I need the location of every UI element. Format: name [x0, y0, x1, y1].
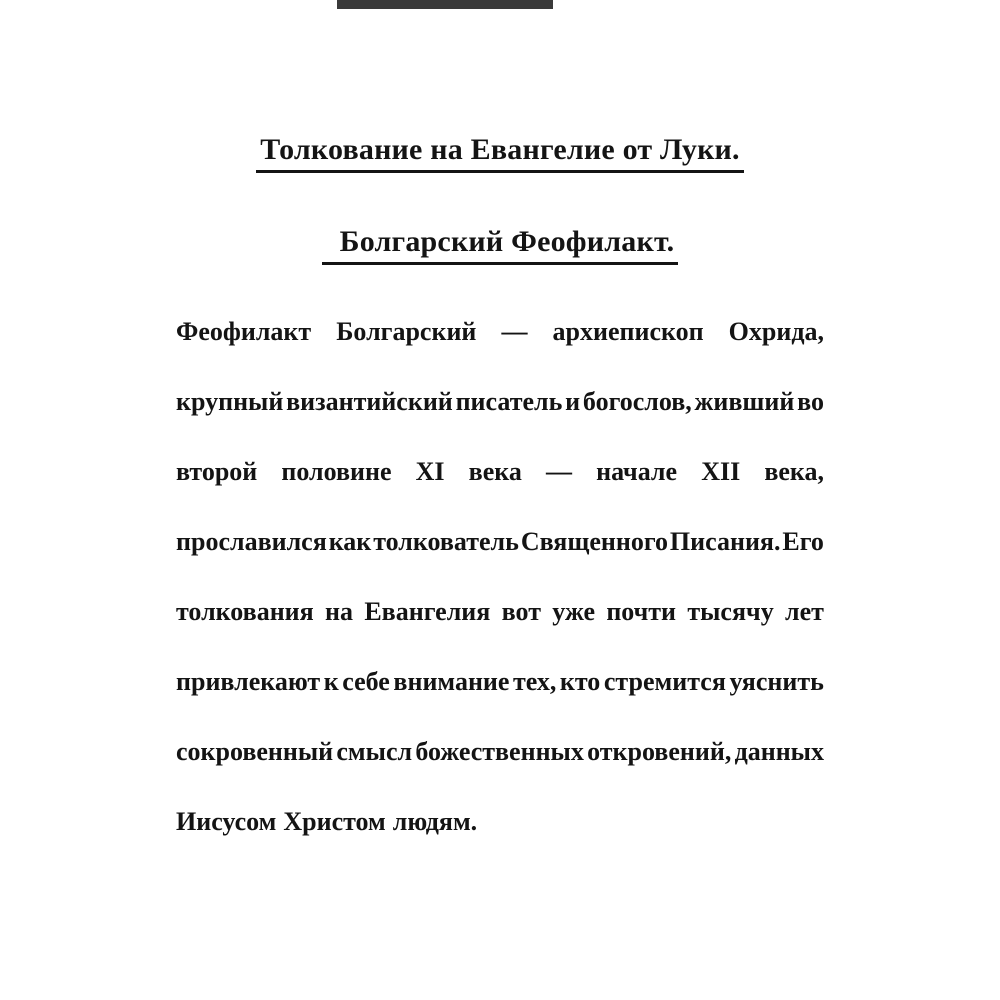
top-edge-window-fragment — [337, 0, 553, 9]
paragraph-line: Феофилакт Болгарский — архиепископ Охрида, — [176, 317, 824, 346]
document-subtitle: Болгарский Феофилакт. — [322, 224, 679, 265]
paragraph-line: сокровенный смысл божественных откровений, данных — [176, 737, 824, 766]
paragraph — [176, 297, 824, 857]
paragraph-line: толкования на Евангелия вот уже почти тысячу лет — [176, 597, 824, 626]
paragraph-line: прославился как толкователь Священного Писания. Его — [176, 527, 824, 556]
subtitle-row — [0, 224, 1000, 265]
title-row — [0, 132, 1000, 173]
document-title: Толкование на Евангелие от Луки. — [256, 132, 744, 173]
paragraph-line: второй половине XI века — начале XII века, — [176, 457, 824, 486]
paragraph-line: крупный византийский писатель и богослов, живший во — [176, 387, 824, 416]
paragraph-line-last: Иисусом Христом людям. — [176, 807, 478, 836]
paragraph-line: привлекают к себе внимание тех, кто стремится уяснить — [176, 667, 824, 696]
